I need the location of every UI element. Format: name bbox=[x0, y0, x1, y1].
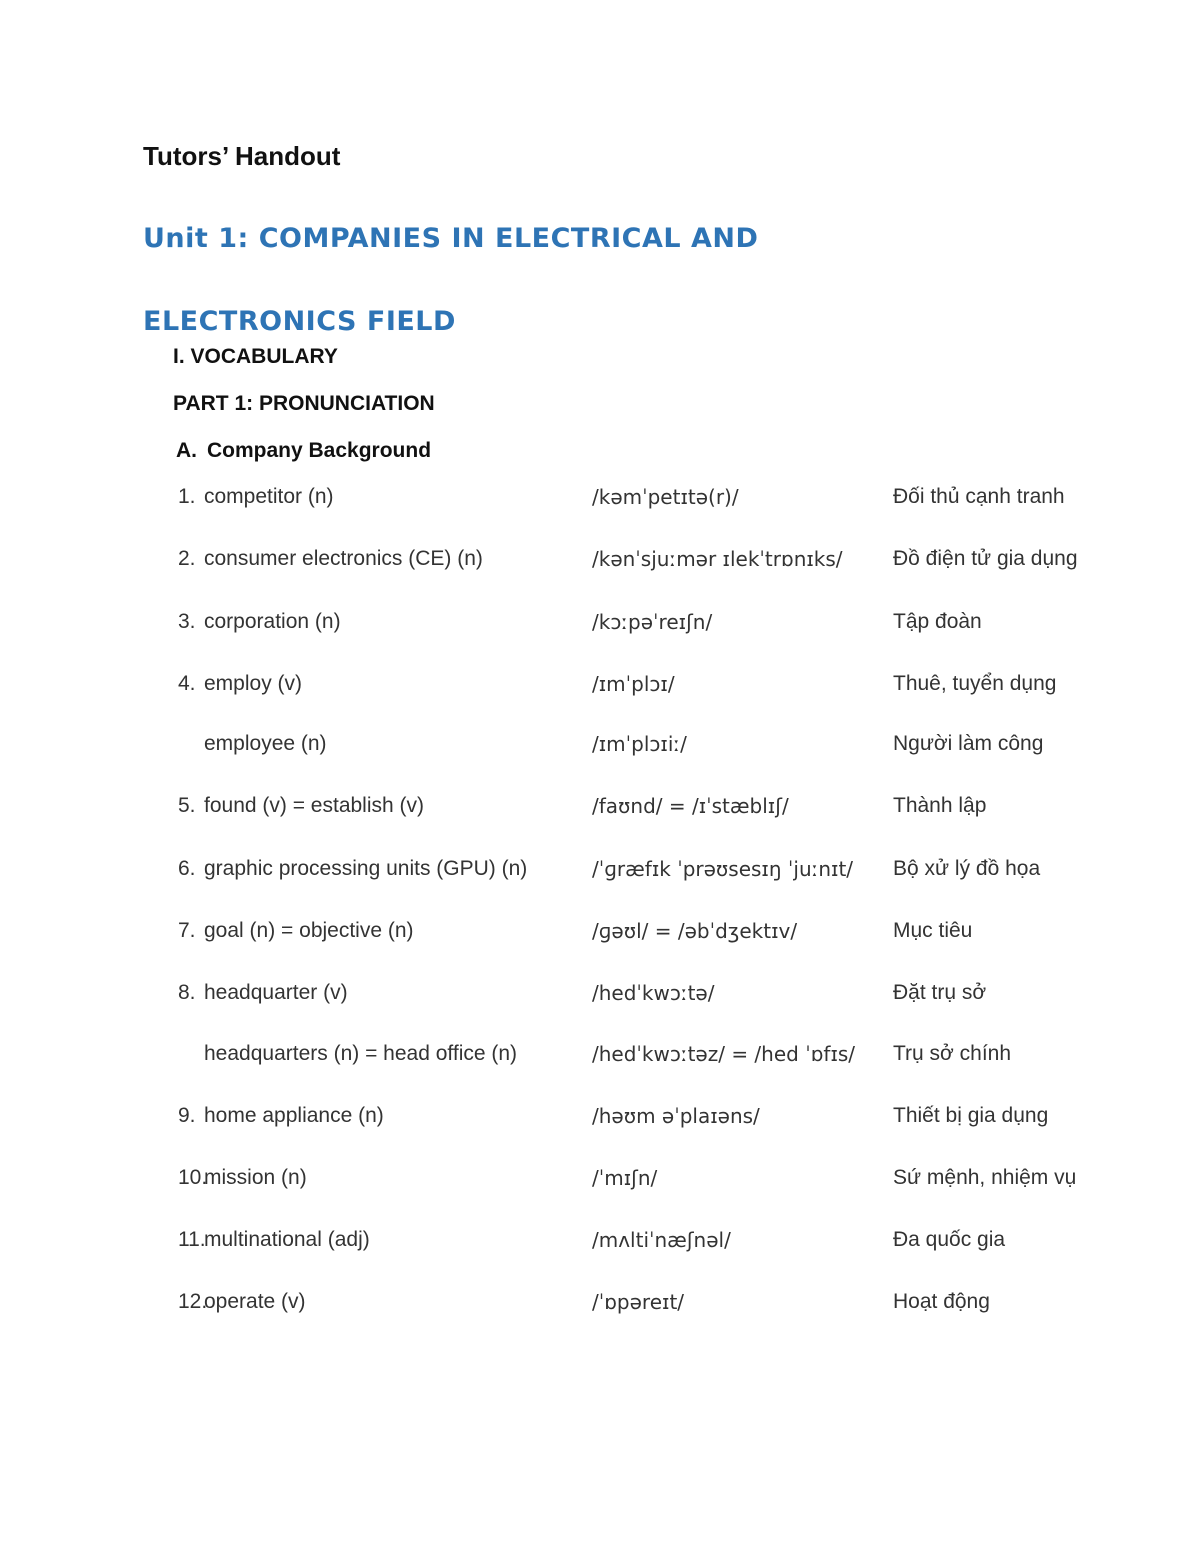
vocabulary-term: found (v) = establish (v) bbox=[204, 794, 425, 817]
item-number: 5. bbox=[178, 794, 196, 817]
section-heading: I. VOCABULARY bbox=[173, 345, 338, 368]
item-number: 2. bbox=[178, 547, 196, 570]
pronunciation: /hedˈkwɔːtə/ bbox=[592, 981, 715, 1005]
vocabulary-row bbox=[0, 610, 1200, 640]
item-number: 11. bbox=[178, 1228, 206, 1251]
vocabulary-row bbox=[0, 1104, 1200, 1134]
pronunciation: /ˈɒpəreɪt/ bbox=[592, 1290, 685, 1314]
pronunciation: /faʊnd/ = /ɪˈstæblɪʃ/ bbox=[592, 794, 789, 818]
vocabulary-term: employee (n) bbox=[204, 732, 327, 755]
vocabulary-term: mission (n) bbox=[204, 1166, 307, 1189]
pronunciation: /ˈmɪʃn/ bbox=[592, 1166, 658, 1190]
unit-heading-line-2: ELECTRONICS FIELD bbox=[143, 306, 456, 337]
vietnamese-meaning: Đa quốc gia bbox=[893, 1228, 1006, 1251]
pronunciation: /mʌltiˈnæʃnəl/ bbox=[592, 1228, 731, 1252]
vocabulary-term: operate (v) bbox=[204, 1290, 306, 1313]
vietnamese-meaning: Tập đoàn bbox=[893, 610, 982, 633]
item-number: 7. bbox=[178, 919, 196, 942]
vocabulary-term: goal (n) = objective (n) bbox=[204, 919, 414, 942]
pronunciation: /kəmˈpetɪtə(r)/ bbox=[592, 485, 739, 509]
item-number: 3. bbox=[178, 610, 196, 633]
part-heading: PART 1: PRONUNCIATION bbox=[173, 392, 435, 415]
unit-heading-line-1: Unit 1: COMPANIES IN ELECTRICAL AND bbox=[143, 223, 759, 254]
pronunciation: /ɡəʊl/ = /əbˈdʒektɪv/ bbox=[592, 919, 798, 943]
pronunciation: /kənˈsjuːmər ɪlekˈtrɒnɪks/ bbox=[592, 547, 843, 571]
item-number: 9. bbox=[178, 1104, 196, 1127]
document-title: Tutors’ Handout bbox=[143, 141, 341, 171]
pronunciation: /ˈɡræfɪk ˈprəʊsesɪŋ ˈjuːnɪt/ bbox=[592, 857, 854, 881]
vietnamese-meaning: Bộ xử lý đồ họa bbox=[893, 857, 1041, 880]
vietnamese-meaning: Sứ mệnh, nhiệm vụ bbox=[893, 1166, 1077, 1189]
vocabulary-row bbox=[0, 1166, 1200, 1196]
pronunciation: /həʊm əˈplaɪəns/ bbox=[592, 1104, 760, 1128]
subsection-title: Company Background bbox=[207, 439, 432, 462]
vocabulary-term: graphic processing units (GPU) (n) bbox=[204, 857, 528, 880]
vocabulary-row bbox=[0, 794, 1200, 824]
vocabulary-term: corporation (n) bbox=[204, 610, 341, 633]
vocabulary-row bbox=[0, 1042, 1200, 1072]
vietnamese-meaning: Người làm công bbox=[893, 732, 1044, 755]
vocabulary-term: home appliance (n) bbox=[204, 1104, 384, 1127]
vietnamese-meaning: Thành lập bbox=[893, 794, 987, 817]
vietnamese-meaning: Thuê, tuyển dụng bbox=[893, 672, 1057, 695]
vietnamese-meaning: Trụ sở chính bbox=[893, 1042, 1012, 1065]
vocabulary-term: employ (v) bbox=[204, 672, 303, 695]
item-number: 12. bbox=[178, 1290, 208, 1313]
item-number: 10. bbox=[178, 1166, 208, 1189]
vietnamese-meaning: Thiết bị gia dụng bbox=[893, 1104, 1049, 1127]
pronunciation: /ɪmˈplɔɪ/ bbox=[592, 672, 675, 696]
pronunciation: /kɔːpəˈreɪʃn/ bbox=[592, 610, 713, 634]
vocabulary-row bbox=[0, 919, 1200, 949]
vocabulary-row bbox=[0, 485, 1200, 515]
vietnamese-meaning: Đồ điện tử gia dụng bbox=[893, 547, 1078, 570]
item-number: 1. bbox=[178, 485, 196, 508]
vocabulary-row bbox=[0, 732, 1200, 762]
vocabulary-term: headquarters (n) = head office (n) bbox=[204, 1042, 518, 1065]
vietnamese-meaning: Đặt trụ sở bbox=[893, 981, 987, 1004]
vocabulary-term: consumer electronics (CE) (n) bbox=[204, 547, 483, 570]
pronunciation: /hedˈkwɔːtəz/ = /hed ˈɒfɪs/ bbox=[592, 1042, 856, 1066]
vocabulary-term: headquarter (v) bbox=[204, 981, 348, 1004]
vocabulary-term: competitor (n) bbox=[204, 485, 334, 508]
vocabulary-row bbox=[0, 547, 1200, 577]
item-number: 8. bbox=[178, 981, 196, 1004]
vocabulary-row bbox=[0, 857, 1200, 887]
item-number: 6. bbox=[178, 857, 196, 880]
vocabulary-row bbox=[0, 981, 1200, 1011]
vocabulary-row bbox=[0, 1228, 1200, 1258]
item-number: 4. bbox=[178, 672, 196, 695]
vietnamese-meaning: Mục tiêu bbox=[893, 919, 973, 942]
vocabulary-row bbox=[0, 1290, 1200, 1320]
subsection-letter: A. bbox=[176, 439, 197, 462]
vocabulary-term: multinational (adj) bbox=[204, 1228, 370, 1251]
vietnamese-meaning: Hoạt động bbox=[893, 1290, 990, 1313]
vocabulary-row bbox=[0, 672, 1200, 702]
vietnamese-meaning: Đối thủ cạnh tranh bbox=[893, 485, 1065, 508]
subsection-heading bbox=[176, 439, 431, 463]
pronunciation: /ɪmˈplɔɪiː/ bbox=[592, 732, 687, 756]
